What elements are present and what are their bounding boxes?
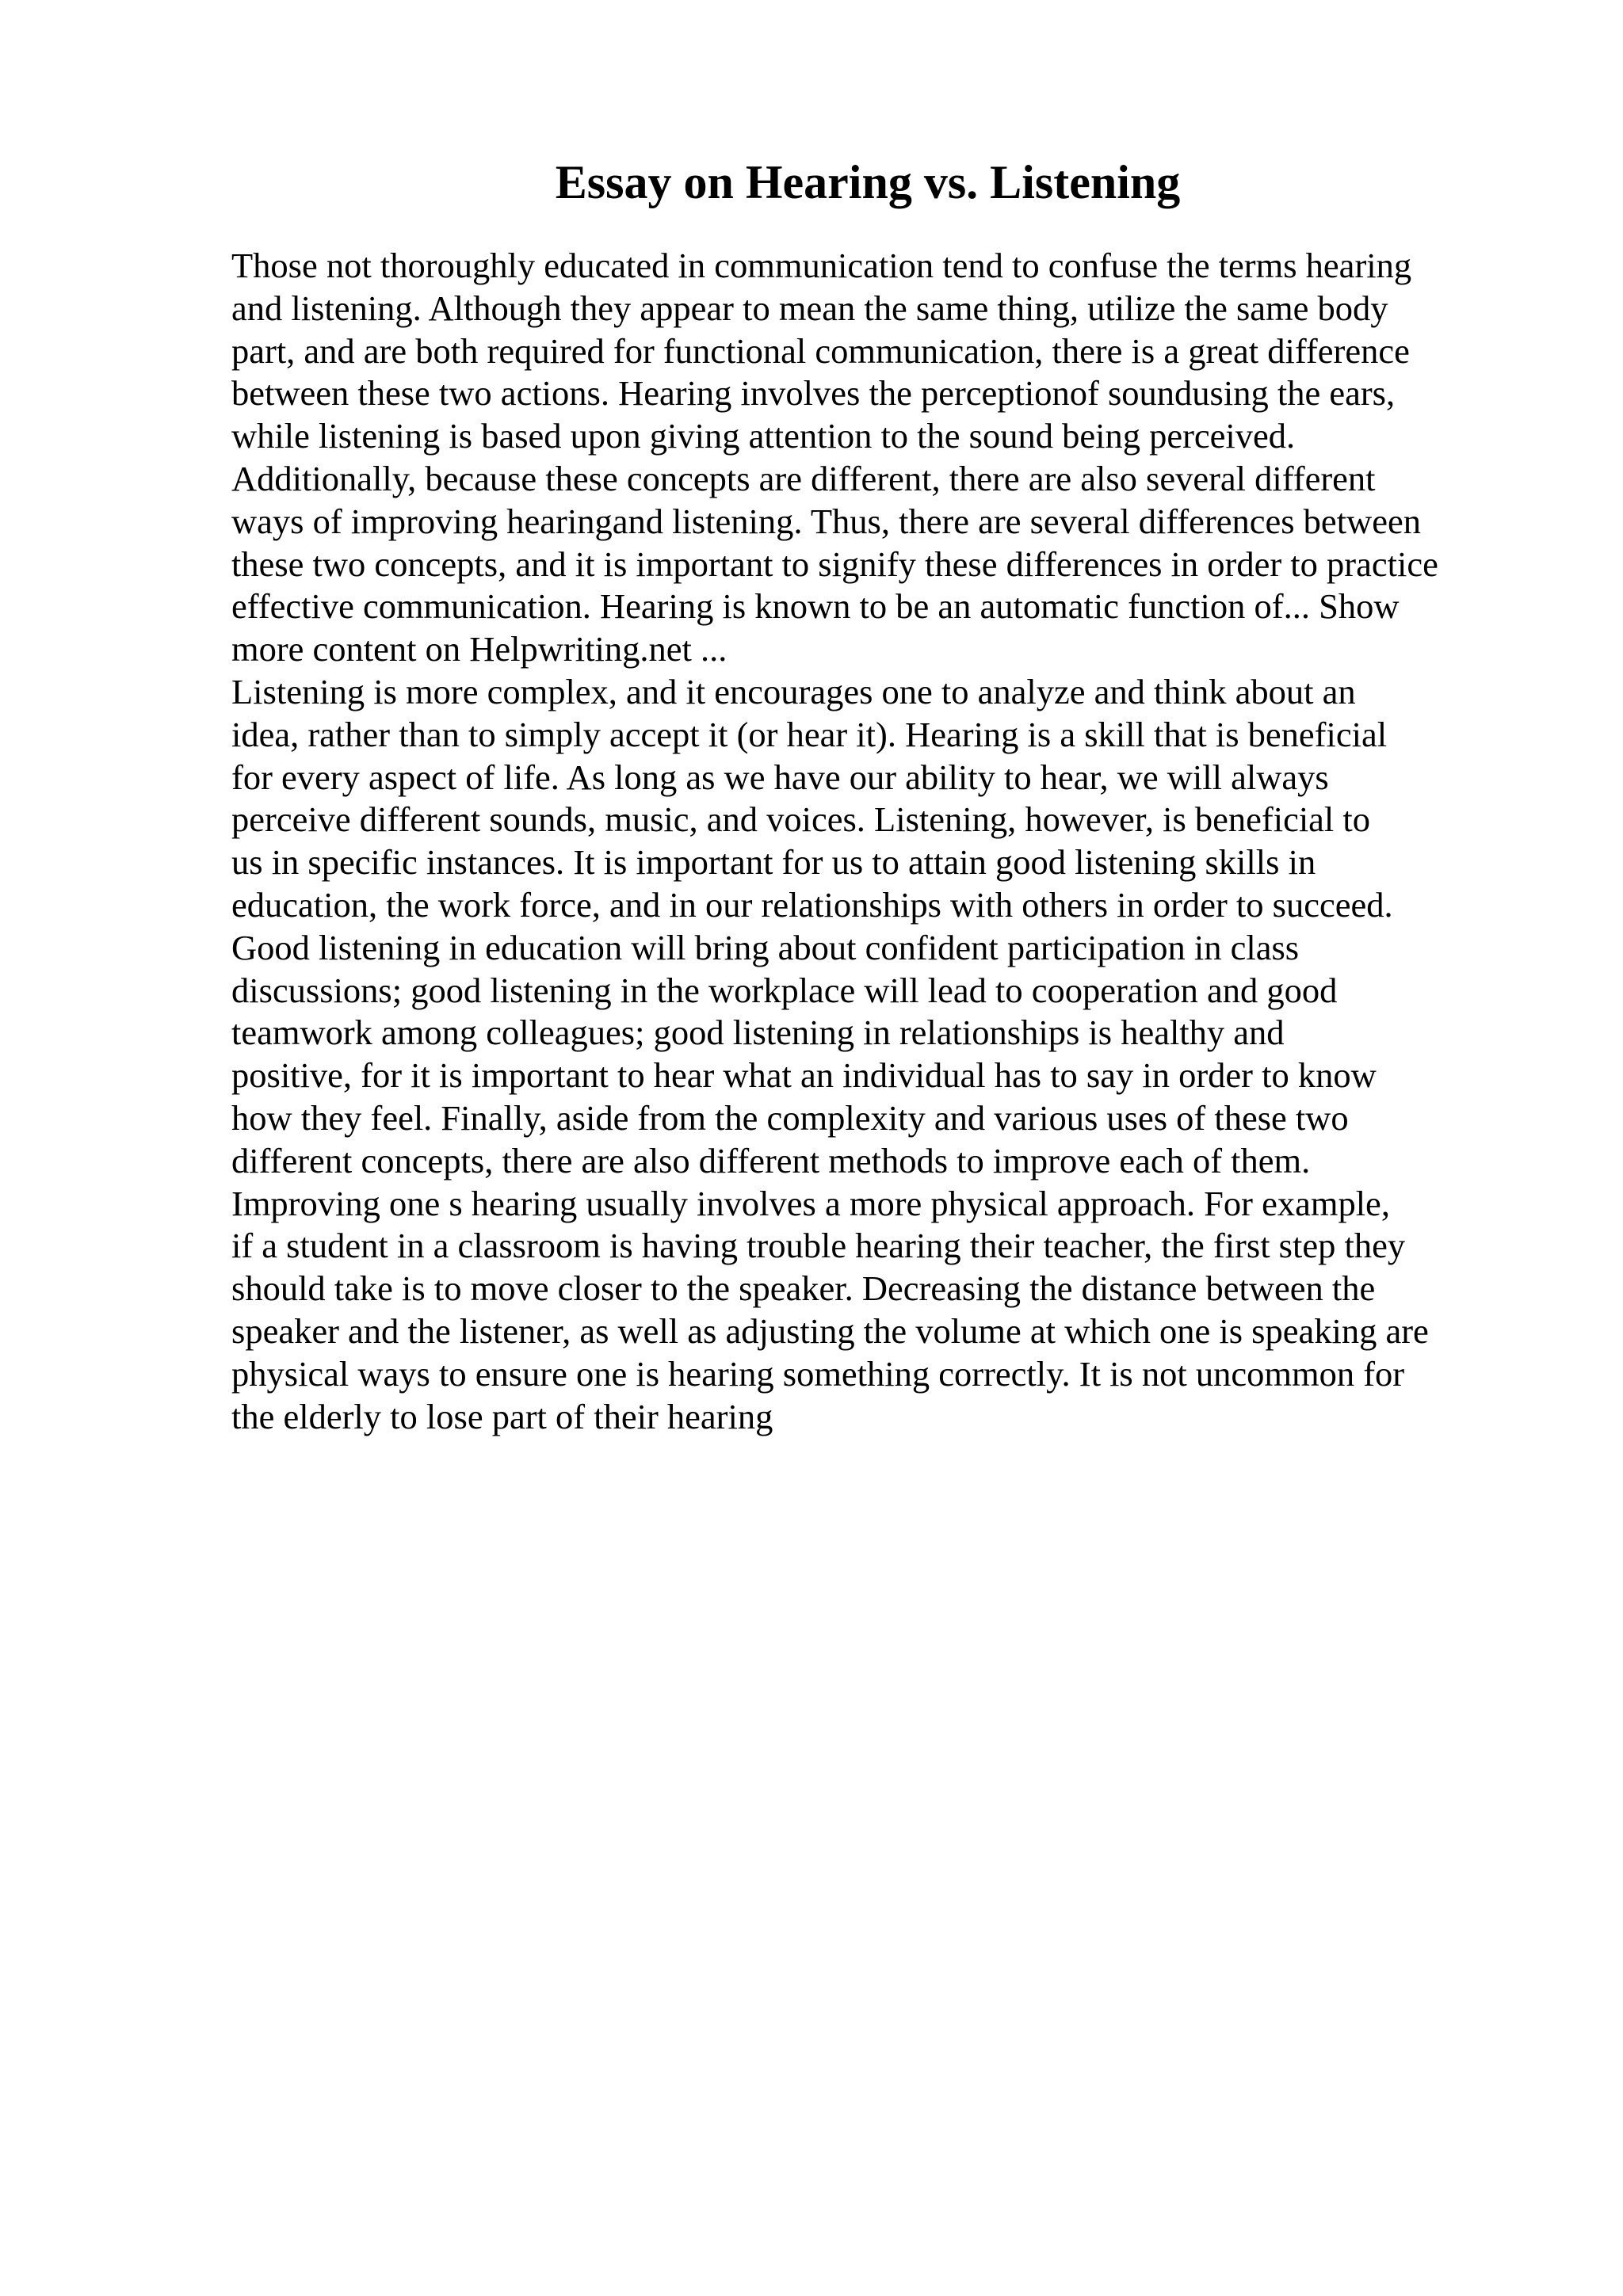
essay-line: ways of improving hearingand listening. Thus, there are several differences between (231, 501, 1421, 541)
essay-line: if a student in a classroom is having trouble hearing their teacher, the first step they (231, 1226, 1406, 1266)
essay-line: Improving one s hearing usually involves a more physical approach. For example, (231, 1183, 1390, 1223)
essay-body (231, 245, 1610, 1438)
essay-line: different concepts, there are also different methods to improve each of them. (231, 1140, 1311, 1180)
essay-line: idea, rather than to simply accept it (or hear it). Hearing is a skill that is beneficial (231, 714, 1388, 754)
essay-line: teamwork among colleagues; good listening in relationships is healthy and (231, 1013, 1285, 1053)
essay-line: should take is to move closer to the speaker. Decreasing the distance between the (231, 1268, 1376, 1309)
essay-line: the elderly to lose part of their hearing (231, 1396, 773, 1436)
essay-line: how they feel. Finally, aside from the complexity and various uses of these two (231, 1097, 1349, 1138)
essay-line: while listening is based upon giving attention to the sound being perceived. (231, 416, 1296, 456)
essay-line: discussions; good listening in the workplace will lead to cooperation and good (231, 970, 1338, 1010)
essay-line: us in specific instances. It is important for us to attain good listening skills in (231, 842, 1316, 883)
essay-line: education, the work force, and in our relationships with others in order to succeed. (231, 884, 1393, 925)
essay-line: positive, for it is important to hear what an individual has to say in order to know (231, 1055, 1377, 1096)
essay-line: part, and are both required for functional communication, there is a great difference (231, 330, 1410, 371)
essay-line: physical ways to ensure one is hearing something correctly. It is not uncommon for (231, 1353, 1405, 1394)
essay-line: these two concepts, and it is important to signify these differences in order to practice (231, 543, 1438, 584)
essay-line: more content on Helpwriting.net ... (231, 629, 727, 669)
essay-line: speaker and the listener, as well as adjusting the volume at which one is speaking are (231, 1310, 1429, 1351)
essay-line: Good listening in education will bring about confident participation in class (231, 927, 1300, 967)
essay-line: effective communication. Hearing is known to be an automatic function of... Show (231, 586, 1400, 627)
essay-line: between these two actions. Hearing involves the perceptionof soundusing the ears, (231, 373, 1396, 414)
essay-line: perceive different sounds, music, and voices. Listening, however, is beneficial to (231, 799, 1371, 840)
essay-line: Listening is more complex, and it encourages one to analyze and think about an (231, 671, 1356, 711)
essay-line: and listening. Although they appear to mean the same thing, utilize the same body (231, 288, 1388, 328)
essay-line: Additionally, because these concepts are different, there are also several different (231, 458, 1376, 498)
essay-line: Those not thoroughly educated in communication tend to confuse the terms hearing (231, 246, 1412, 285)
document-title: Essay on Hearing vs. Listening (555, 156, 1181, 208)
essay-line: for every aspect of life. As long as we have our ability to hear, we will always (231, 757, 1329, 797)
